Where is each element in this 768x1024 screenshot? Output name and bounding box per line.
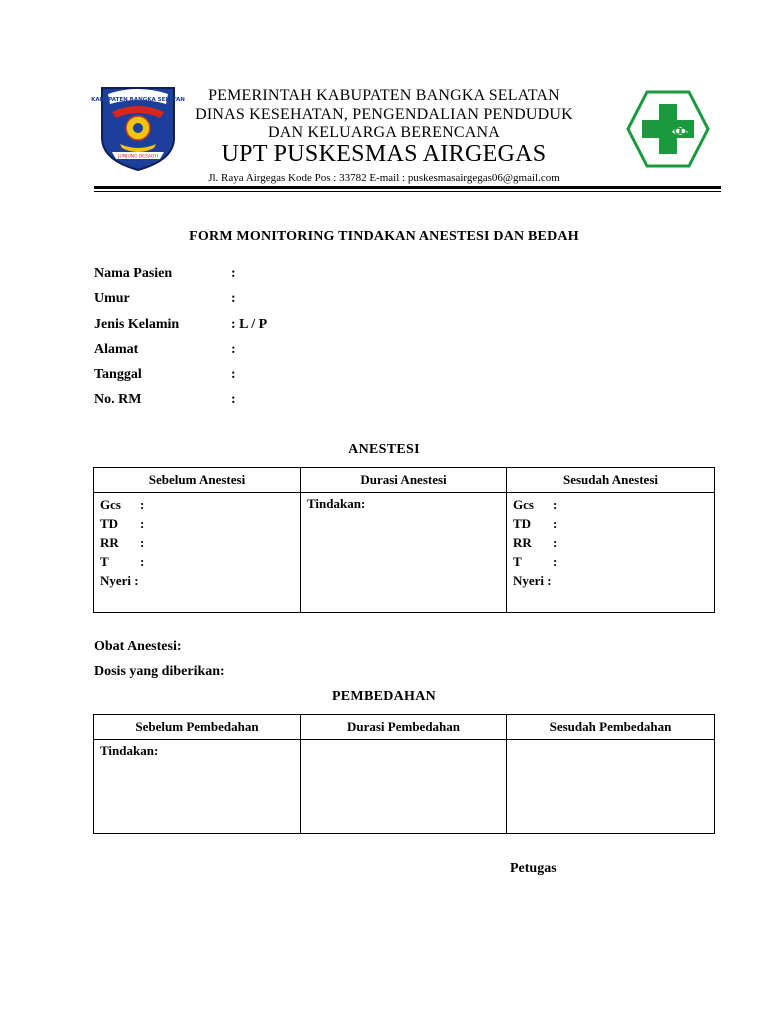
vital-colon: : bbox=[140, 554, 145, 569]
vital-label: RR bbox=[513, 535, 532, 550]
header-department-line-2: DAN KELUARGA BERENCANA bbox=[268, 124, 500, 141]
pembedahan-before-text: Tindakan: bbox=[100, 743, 159, 758]
vital-label: T bbox=[513, 554, 522, 569]
vital-label: RR bbox=[100, 535, 119, 550]
section-title-pembedahan: PEMBEDAHAN bbox=[331, 689, 437, 704]
field-label-nama: Nama Pasien bbox=[94, 266, 173, 281]
anestesi-before-cell[interactable] bbox=[94, 493, 301, 613]
header-divider-thick bbox=[94, 186, 721, 189]
vital-colon: : bbox=[553, 497, 558, 512]
header-title: UPT PUSKESMAS AIRGEGAS bbox=[221, 141, 547, 167]
anestesi-header-before: Sebelum Anestesi bbox=[94, 468, 301, 493]
pembedahan-header-after: Sesudah Pembedahan bbox=[507, 715, 715, 740]
field-label-umur: Umur bbox=[94, 291, 130, 306]
vital-label: Gcs bbox=[100, 497, 121, 512]
vital-label: TD bbox=[100, 516, 119, 531]
vital-label: TD bbox=[513, 516, 532, 531]
vital-label: Nyeri : bbox=[100, 573, 139, 588]
field-value-alamat[interactable]: : bbox=[231, 342, 236, 357]
vital-colon: : bbox=[553, 516, 558, 531]
signature-label: Petugas bbox=[510, 861, 557, 876]
pembedahan-header-duration: Durasi Pembedahan bbox=[301, 715, 507, 740]
field-value-tanggal[interactable]: : bbox=[231, 367, 236, 382]
obat-anestesi-label: Obat Anestesi: bbox=[94, 639, 182, 654]
emblem-top-text: KABUPATEN BANGKA SELATAN bbox=[91, 97, 185, 103]
section-title-anestesi: ANESTESI bbox=[348, 442, 420, 457]
emblem-bottom-text: JUNJUNG BESAOH bbox=[118, 154, 158, 160]
anestesi-header-duration: Durasi Anestesi bbox=[301, 468, 507, 493]
anestesi-duration-cell[interactable] bbox=[301, 493, 507, 613]
field-label-tanggal: Tanggal bbox=[94, 367, 142, 382]
anestesi-duration-text: Tindakan: bbox=[307, 496, 366, 511]
anestesi-after-cell[interactable] bbox=[507, 493, 715, 613]
vital-label: Gcs bbox=[513, 497, 534, 512]
vital-label: Nyeri : bbox=[513, 573, 552, 588]
vital-colon: : bbox=[140, 535, 145, 550]
header-department-line: DINAS KESEHATAN, PENGENDALIAN PENDUDUK bbox=[195, 106, 573, 123]
anestesi-table bbox=[93, 467, 715, 613]
pembedahan-before-cell[interactable] bbox=[94, 740, 301, 834]
field-value-jenis-kelamin[interactable]: : L / P bbox=[231, 317, 268, 332]
vital-colon: : bbox=[553, 535, 558, 550]
header-divider-thin bbox=[94, 191, 721, 192]
header-government-line: PEMERINTAH KABUPATEN BANGKA SELATAN bbox=[208, 87, 560, 104]
vital-colon: : bbox=[140, 516, 145, 531]
field-value-nama[interactable]: : bbox=[231, 266, 236, 281]
form-title: FORM MONITORING TINDAKAN ANESTESI DAN BEDAH bbox=[189, 229, 579, 244]
pembedahan-duration-cell[interactable] bbox=[301, 740, 507, 834]
field-value-umur[interactable]: : bbox=[231, 291, 236, 306]
vital-label: T bbox=[100, 554, 109, 569]
anestesi-header-after: Sesudah Anestesi bbox=[507, 468, 715, 493]
header-address: Jl. Raya Airgegas Kode Pos : 33782 E-mail : puskesmasairgegas06@gmail.com bbox=[208, 172, 560, 184]
pembedahan-table bbox=[93, 714, 715, 834]
field-value-no-rm[interactable]: : bbox=[231, 392, 236, 407]
dosis-label: Dosis yang diberikan: bbox=[94, 664, 225, 679]
pembedahan-after-cell[interactable] bbox=[507, 740, 715, 834]
vital-colon: : bbox=[553, 554, 558, 569]
field-label-jenis-kelamin: Jenis Kelamin bbox=[94, 317, 180, 332]
field-label-no-rm: No. RM bbox=[94, 392, 142, 407]
field-label-alamat: Alamat bbox=[94, 342, 139, 357]
pembedahan-header-before: Sebelum Pembedahan bbox=[94, 715, 301, 740]
vital-colon: : bbox=[140, 497, 145, 512]
